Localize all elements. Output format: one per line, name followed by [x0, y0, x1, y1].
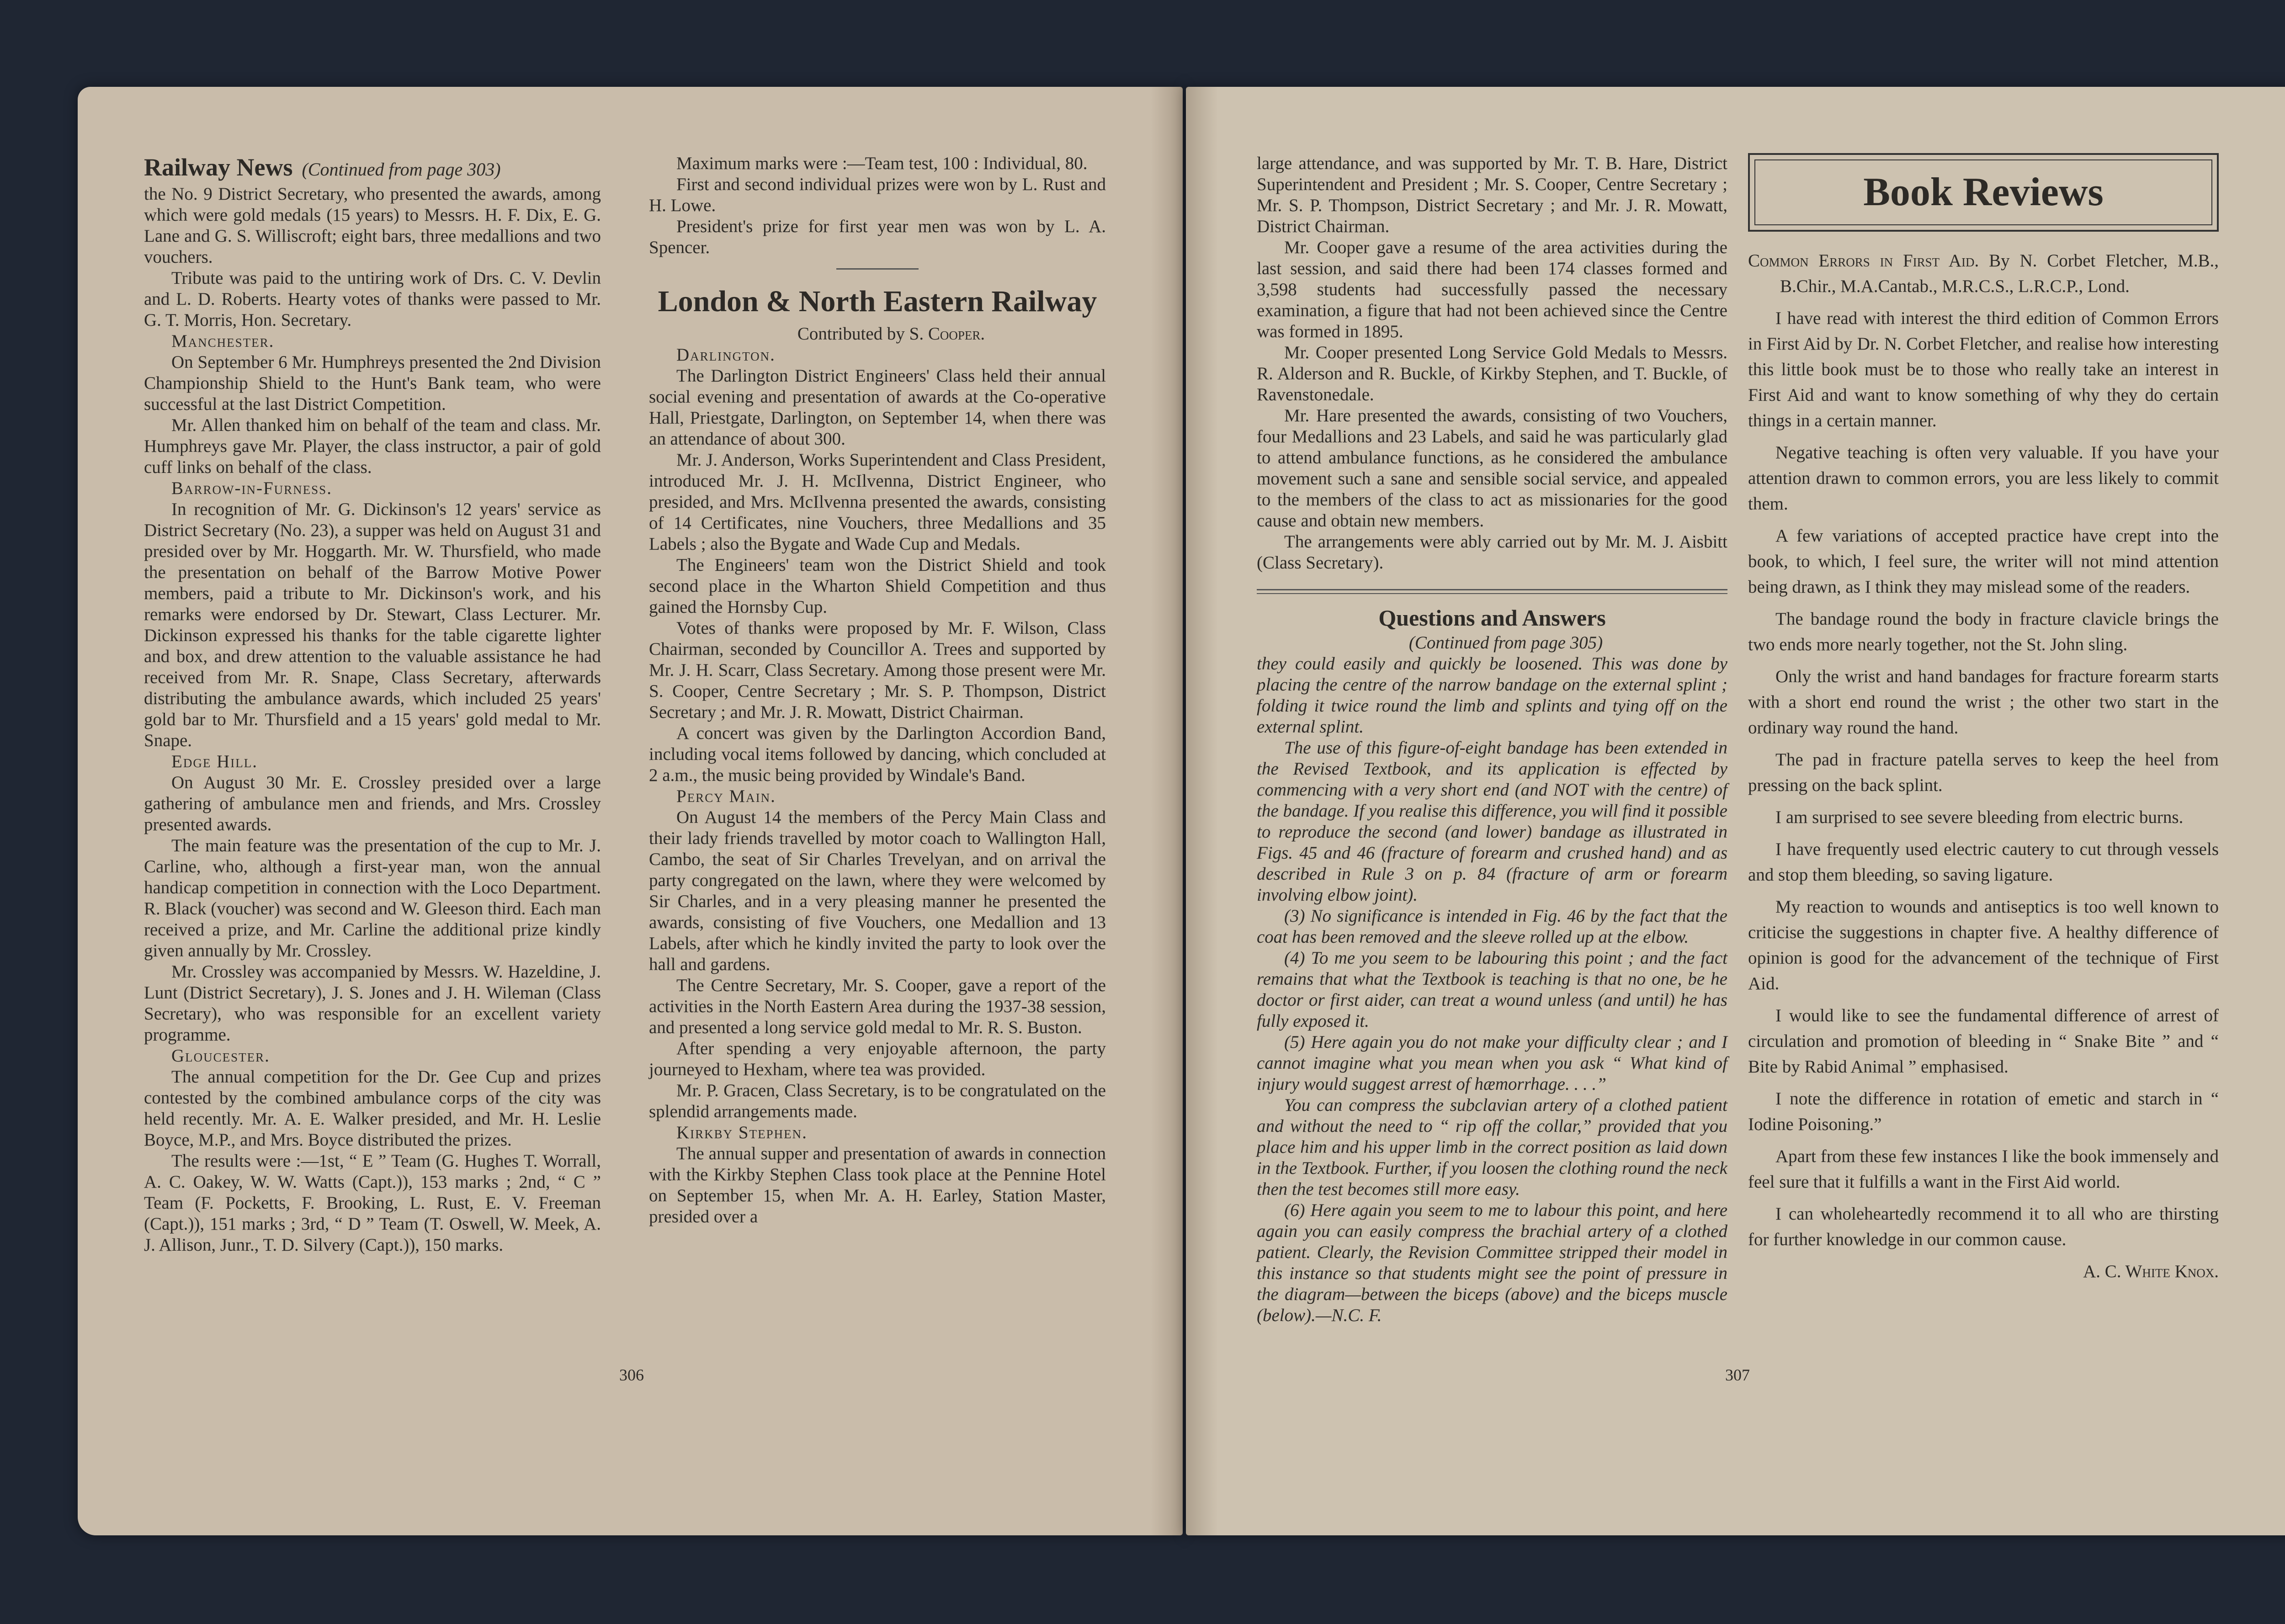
paragraph: On August 30 Mr. E. Crossley presided over a large gathering of ambulance men and friends, and Mrs. Crossley presented awards.: [144, 773, 601, 834]
place-heading-barrow: Barrow-in-Furness.: [171, 478, 332, 498]
place-heading-manchester: Manchester.: [171, 331, 275, 351]
paragraph: Mr. J. Anderson, Works Superintendent and Class President, introduced Mr. J. H. McIlvenna, District Engineer, who presided, and Mrs. McIlvenna presented the awards, consisting of 14 Certificates, nine Vouchers, three Medallions and 35 Labels ; also the Bygate and Wade Cup and Medals.: [649, 450, 1106, 554]
section-divider-double: [1257, 589, 1727, 594]
paragraph: Tribute was paid to the untiring work of Drs. C. V. Devlin and L. D. Roberts. Hearty votes of thanks were passed to Mr. G. T. Morris, Hon. Secretary.: [144, 268, 601, 330]
review-paragraph: I have frequently used electric cautery to cut through vessels and stop them bleeding, so saving ligature.: [1748, 839, 2219, 885]
contributor-name: Cooper.: [928, 324, 985, 344]
qa-paragraph: (4) To me you seem to be labouring this point ; and the fact remains that what the Textbook is teaching is that no one, be he doctor or first aider, can treat a wound unless (and until) he has fully exposed it.: [1257, 948, 1727, 1031]
paragraph: The results were :—1st, “ E ” Team (G. Hughes T. Worrall, A. C. Oakey, W. W. Watts (Capt.)), 153 marks ; 2nd, “ C ” Team (F. Pocketts, F. Brooking, L. Rust, E. V. Freeman (Capt.)), 151 marks ; 3rd, “ D ” Team (T. Oswell, W. Meek, A. J. Allison, Junr., T. D. Silvery (Capt.)), 150 marks.: [144, 1151, 601, 1255]
page-number-left: 306: [619, 1366, 644, 1384]
place-heading-edge-hill: Edge Hill.: [171, 752, 258, 771]
page-number-right: 307: [1725, 1366, 1750, 1384]
paragraph: The annual competition for the Dr. Gee Cup and prizes contested by the combined ambulance corps of the city was held recently. Mr. A. E. Walker presided, and Mr. H. Leslie Boyce, M.P., and Mrs. Boyce distributed the prizes.: [144, 1067, 601, 1150]
qa-paragraph: (3) No significance is intended in Fig. 46 by the fact that the coat has been removed and the sleeve rolled up at the elbow.: [1257, 906, 1727, 947]
review-paragraph: The pad in fracture patella serves to keep the heel from pressing on the back splint.: [1748, 750, 2219, 795]
paragraph: The Centre Secretary, Mr. S. Cooper, gave a report of the activities in the North Eastern Area during the 1937-38 session, and presented a long service gold medal to Mr. R. S. Buston.: [649, 976, 1106, 1037]
review-paragraph: I note the difference in rotation of emetic and starch in “ Iodine Poisoning.”: [1748, 1089, 2219, 1134]
paragraph: Mr. Hare presented the awards, consisting of two Vouchers, four Medallions and 23 Labels, and said he was particularly glad to attend ambulance functions, as he considered the ambulance movement such a sane and sensible social service, and appealed to the members of the class to act as missionaries for the good cause and obtain new members.: [1257, 406, 1727, 531]
left-column-2: [649, 153, 1106, 1227]
paragraph: The main feature was the presentation of the cup to Mr. J. Carline, who, although a first-year man, won the annual handicap competition in connection with the Loco Department. R. Black (voucher) was second and W. Gleeson third. Each man received a prize, and Mr. Carline the additional prize kindly given annually by Mr. Crossley.: [144, 836, 601, 961]
lner-contributor: [649, 324, 1106, 345]
paragraph: In recognition of Mr. G. Dickinson's 12 years' service as District Secretary (No. 23), a supper was held on August 31 and presided over by Mr. Hoggarth. Mr. W. Thursfield, who made the presentation on behalf of the Barrow Motive Power members, paid a tribute to Mr. Dickinson's work, and his remarks were endorsed by Dr. Stewart, Class Lecturer. Mr. Dickinson expressed his thanks for the table cigarette lighter and box, and drew attention to the valuable assistance he had received from Mr. R. Snape, Class Secretary, afterwards distributing the ambulance awards, which included 25 years' gold bar to Mr. Thursfield and a 15 years' gold medal to Mr. Snape.: [144, 499, 601, 750]
qa-body: [1257, 653, 1727, 1326]
review-paragraph: I would like to see the fundamental difference of arrest of circulation and promotion of bleeding in “ Snake Bite ” and “ Bite by Rabid Animal ” emphasised.: [1748, 1006, 2219, 1077]
paragraph: On September 6 Mr. Humphreys presented the 2nd Division Championship Shield to the Hunt's Bank team, who were successful at the last District Competition.: [144, 352, 601, 414]
paragraph: Mr. Cooper presented Long Service Gold Medals to Messrs. R. Alderson and R. Buckle, of Kirkby Stephen, and T. Buckle, of Ravenstonedale.: [1257, 343, 1727, 404]
paragraph: Votes of thanks were proposed by Mr. F. Wilson, Class Chairman, seconded by Councillor A. Trees and supported by Mr. J. H. Scarr, Class Secretary. Among those present were Mr. S. Cooper, Centre Secretary ; Mr. S. P. Thompson, District Secretary ; and Mr. J. R. Mowatt, District Chairman.: [649, 618, 1106, 722]
book-reviews-title-box: [1748, 153, 2219, 232]
paragraph: The Engineers' team won the District Shield and took second place in the Wharton Shield Competition and thus gained the Hornsby Cup.: [649, 555, 1106, 617]
place-heading-gloucester: Gloucester.: [171, 1046, 270, 1066]
left-page-gutter-shadow: [1151, 87, 1183, 1535]
paragraph: The Darlington District Engineers' Class held their annual social evening and presentation of awards at the Co-operative Hall, Priestgate, Darlington, on September 14, when there was an attendance of about 300.: [649, 366, 1106, 449]
place-heading-darlington: Darlington.: [676, 345, 776, 365]
qa-paragraph: The use of this figure-of-eight bandage has been extended in the Revised Textbook, and its application is effected by commencing with a very short end (and NOT with the centre) of the bandage. If you realise this difference, you will find it possible to reproduce the second (and lower) bandage as illustrated in Figs. 45 and 46 (fracture of forearm and crushed hand) and as described in Rule 3 on p. 84 (fracture of arm or forearm involving elbow joint).: [1257, 738, 1727, 905]
book-reviews-title: Book Reviews: [1754, 159, 2212, 225]
qa-paragraph: (5) Here again you do not make your difficulty clear ; and I cannot imagine what you mean when you ask “ What kind of injury would suggest arrest of hæmorrhage. . . .”: [1257, 1032, 1727, 1094]
paragraph: Mr. P. Gracen, Class Secretary, is to be congratulated on the splendid arrangements made.: [649, 1081, 1106, 1121]
qa-paragraph: they could easily and quickly be loosened. This was done by placing the centre of the narrow bandage on the external splint ; folding it twice round the limb and splints and tying off on the external splint.: [1257, 654, 1727, 737]
review-paragraph: I am surprised to see severe bleeding from electric burns.: [1775, 807, 2184, 827]
review-paragraph: The bandage round the body in fracture clavicle brings the two ends more nearly together, not the St. John sling.: [1748, 609, 2219, 654]
left-page: [78, 87, 1183, 1535]
qa-paragraph: (6) Here again you seem to me to labour this point, and here again you can easily compress the brachial artery of a clothed patient. Clearly, the Revision Committee stripped their model in this instance so that students might see the point of pressure in the diagram—between the biceps (above) and the biceps muscle (below).—N.C. F.: [1257, 1200, 1727, 1325]
railway-news-heading: [144, 153, 601, 184]
right-page-gutter-shadow: [1186, 87, 1218, 1535]
lner-title: London & North Eastern Railway: [658, 285, 1097, 318]
left-column-1: [144, 153, 601, 1256]
qa-title: Questions and Answers: [1378, 605, 1606, 631]
qa-paragraph: You can compress the subclavian artery of a clothed patient and without the need to “ rip off the collar,” provided that you place him and his upper limb in the correct position as laid down in the Textbook. Further, if you loosen the clothing round the neck then the test becomes still more easy.: [1257, 1095, 1727, 1199]
review-paragraph: I have read with interest the third edition of Common Errors in First Aid by Dr. N. Corbet Fletcher, and realise how interesting this little book must be to those who really take an interest in First Aid and want to know something of why they do certain things in a certain manner.: [1748, 308, 2219, 430]
book-reference: [1748, 248, 2219, 299]
paragraph: After spending a very enjoyable afternoon, the party journeyed to Hexham, where tea was provided.: [649, 1039, 1106, 1079]
paragraph: Maximum marks were :—Team test, 100 : Individual, 80.: [676, 154, 1088, 173]
paragraph: large attendance, and was supported by Mr. T. B. Hare, District Superintendent and President ; Mr. S. Cooper, Centre Secretary ; Mr. S. P. Thompson, District Secretary ; and Mr. J. R. Mowatt, District Chairman.: [1257, 154, 1727, 236]
section-divider: [836, 268, 919, 270]
place-heading-kirkby-stephen: Kirkby Stephen.: [676, 1123, 808, 1142]
book-reference-title: Common Errors in First Aid.: [1748, 251, 1979, 271]
paragraph: On August 14 the members of the Percy Main Class and their lady friends travelled by motor coach to Wallington Hall, Cambo, the seat of Sir Charles Trevelyan, and on arrival the party congregated on the lawn, where they were welcomed by Sir Charles, and in a very pleasing manner he presented the awards, consisting of five Vouchers, one Medallion and 13 Labels, after which he kindly invited the party to look over the hall and gardens.: [649, 807, 1106, 974]
paragraph: the No. 9 District Secretary, who presented the awards, among which were gold medals (15 years) to Messrs. H. F. Dix, E. G. Lane and G. S. Williscroft; eight bars, three medallions and two vouchers.: [144, 184, 601, 267]
qa-continued: (Continued from page 305): [1408, 633, 1603, 653]
review-paragraph: My reaction to wounds and antiseptics is too well known to criticise the suggestions in chapter five. A healthy difference of opinion is good for the advancement of the technique of First Aid.: [1748, 897, 2219, 993]
paragraph: Mr. Cooper gave a resume of the area activities during the last session, and said there had been 174 classes formed and 3,598 students had successfully passed the necessary examination, a figure that had not been achieved since the Centre was formed in 1895.: [1257, 238, 1727, 341]
paragraph: President's prize for first year men was won by L. A. Spencer.: [649, 217, 1106, 257]
right-column-1: [1257, 153, 1727, 1326]
book-reference-author: By N. Corbet Fletcher, M.B., B.Chir., M.A.Cantab., M.R.C.S., L.R.C.P., Lond.: [1780, 251, 2219, 296]
right-page: [1186, 87, 2285, 1535]
review-paragraph: Only the wrist and hand bandages for fracture forearm starts with a short end round the wrist ; the other two start in the ordinary way round the hand.: [1748, 667, 2219, 738]
review-paragraph: Negative teaching is often very valuable. If you have your attention drawn to common errors, you are less likely to commit them.: [1748, 443, 2219, 514]
paragraph: Mr. Allen thanked him on behalf of the team and class. Mr. Humphreys gave Mr. Player, the class instructor, a pair of gold cuff links on behalf of the class.: [144, 415, 601, 477]
paragraph: First and second individual prizes were won by L. Rust and H. Lowe.: [649, 175, 1106, 215]
review-paragraph: I can wholeheartedly recommend it to all who are thirsting for further knowledge in our common cause.: [1748, 1204, 2219, 1249]
review-paragraph: A few variations of accepted practice have crept into the book, to which, I feel sure, the writer will not mind attention being drawn, as I think they may mislead some of the readers.: [1748, 526, 2219, 597]
right-column-2: [1748, 153, 2219, 1291]
place-heading-percy-main: Percy Main.: [676, 786, 776, 806]
railway-news-title: Railway News: [144, 154, 293, 181]
review-signature: A. C. White Knox.: [2083, 1262, 2219, 1281]
paragraph: The annual supper and presentation of awards in connection with the Kirkby Stephen Class took place at the Pennine Hotel on September 15, when Mr. A. H. Earley, Station Master, presided over a: [649, 1144, 1106, 1226]
railway-news-continued: (Continued from page 303): [302, 159, 501, 180]
paragraph: A concert was given by the Darlington Accordion Band, including vocal items followed by dancing, which concluded at 2 a.m., the music being provided by Windale's Band.: [649, 723, 1106, 785]
review-paragraph: Apart from these few instances I like the book immensely and feel sure that it fulfills a want in the First Aid world.: [1748, 1146, 2219, 1192]
paragraph: The arrangements were ably carried out by Mr. M. J. Aisbitt (Class Secretary).: [1257, 532, 1727, 573]
paragraph: Mr. Crossley was accompanied by Messrs. W. Hazeldine, J. Lunt (District Secretary), J. S. Jones and J. H. Wileman (Class Secretary), who was responsible for an excellent variety programme.: [144, 962, 601, 1045]
contributor-prefix: Contributed by S.: [797, 324, 924, 344]
